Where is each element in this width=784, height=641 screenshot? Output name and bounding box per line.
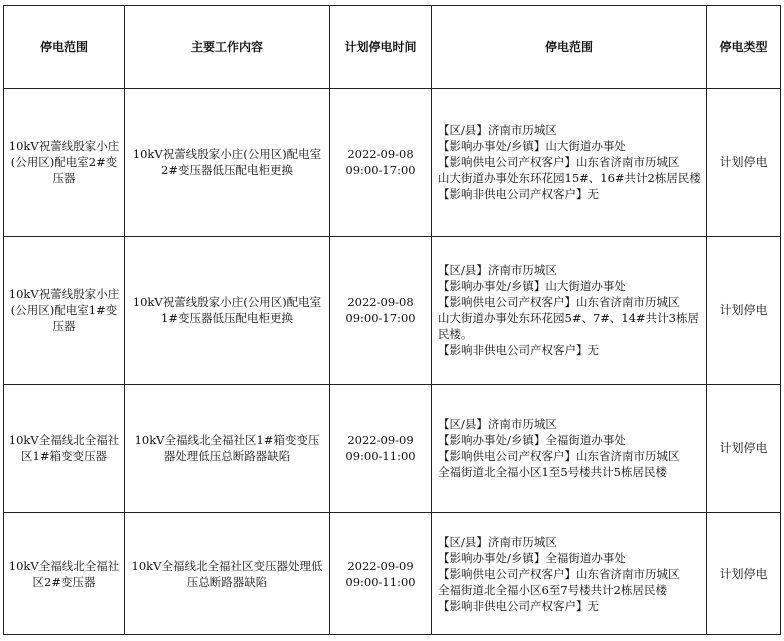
outage-type-cell: 计划停电 <box>707 513 781 635</box>
affected-area-cell <box>432 513 707 635</box>
outage-type-cell: 计划停电 <box>707 236 781 384</box>
scope-cell: 10kV祝蕾线殷家小庄(公用区)配电室1#变压器 <box>4 236 125 384</box>
table-row <box>4 89 781 237</box>
outage-hours: 09:00-17:00 <box>345 311 416 326</box>
planned-time-cell <box>330 236 432 384</box>
outage-date: 2022-09-08 <box>347 295 414 310</box>
range-line: 【影响供电公司产权客户】山东省济南市历城区 <box>438 155 680 170</box>
work-content-cell: 10kV祝蕾线殷家小庄(公用区)配电室1#变压器低压配电柜更换 <box>125 236 330 384</box>
header-outage-type: 停电类型 <box>707 6 781 89</box>
range-line: 【影响办事处/乡镇】山大街道办事处 <box>438 279 626 294</box>
scope-cell: 10kV全福线北全福社区1#箱变变压器 <box>4 384 125 512</box>
work-content-cell: 10kV全福线北全福社区变压器处理低压总断路器缺陷 <box>125 513 330 635</box>
header-outage-scope: 停电范围 <box>4 6 125 89</box>
range-line: 【影响供电公司产权客户】山东省济南市历城区 <box>438 566 680 581</box>
planned-time-cell <box>330 89 432 237</box>
header-planned-time: 计划停电时间 <box>330 6 432 89</box>
range-line: 山大街道办事处东环花园15#、16#共计2栋居民楼 <box>438 171 701 186</box>
header-row <box>4 6 781 89</box>
header-affected-area: 停电范围 <box>432 6 707 89</box>
range-line: 全福街道北全福小区6至7号楼共计2栋居民楼 <box>438 582 667 597</box>
range-line: 民楼。 <box>438 327 473 342</box>
range-line: 【区/县】济南市历城区 <box>438 123 557 138</box>
range-line: 【影响办事处/乡镇】山大街道办事处 <box>438 139 626 154</box>
outage-type-cell: 计划停电 <box>707 89 781 237</box>
planned-time-cell <box>330 513 432 635</box>
work-content-cell: 10kV祝蕾线殷家小庄(公用区)配电室2#变压器低压配电柜更换 <box>125 89 330 237</box>
scope-cell: 10kV祝蕾线殷家小庄(公用区)配电室2#变压器 <box>4 89 125 237</box>
range-line: 山大街道办事处东环花园5#、7#、14#共计3栋居 <box>438 311 699 326</box>
table-row <box>4 384 781 512</box>
range-line: 【影响非供电公司产权客户】无 <box>438 187 599 202</box>
table-row <box>4 236 781 384</box>
outage-date: 2022-09-08 <box>347 147 414 162</box>
work-content-cell: 10kV全福线北全福社区1#箱变变压器处理低压总断路器缺陷 <box>125 384 330 512</box>
outage-type-cell: 计划停电 <box>707 384 781 512</box>
outage-table <box>3 5 781 635</box>
scope-cell: 10kV全福线北全福社区2#变压器 <box>4 513 125 635</box>
planned-time-cell <box>330 384 432 512</box>
range-line: 【影响非供电公司产权客户】无 <box>438 598 599 613</box>
range-line: 【区/县】济南市历城区 <box>438 534 557 549</box>
outage-date: 2022-09-09 <box>347 558 414 573</box>
range-line: 【影响办事处/乡镇】全福街道办事处 <box>438 550 626 565</box>
affected-area-cell <box>432 89 707 237</box>
outage-hours: 09:00-11:00 <box>345 574 416 589</box>
range-line: 全福街道北全福小区1至5号楼共计5栋居民楼 <box>438 465 667 480</box>
affected-area-cell <box>432 384 707 512</box>
range-line: 【影响非供电公司产权客户】无 <box>438 343 599 358</box>
outage-hours: 09:00-17:00 <box>345 163 416 178</box>
outage-hours: 09:00-11:00 <box>345 449 416 464</box>
affected-area-cell <box>432 236 707 384</box>
range-line: 【影响供电公司产权客户】山东省济南市历城区 <box>438 295 680 310</box>
outage-date: 2022-09-09 <box>347 433 414 448</box>
range-line: 【区/县】济南市历城区 <box>438 263 557 278</box>
range-line: 【影响办事处/乡镇】全福街道办事处 <box>438 433 626 448</box>
range-line: 【影响供电公司产权客户】山东省济南市历城区 <box>438 449 680 464</box>
table-row <box>4 513 781 635</box>
range-line: 【区/县】济南市历城区 <box>438 417 557 432</box>
header-main-work: 主要工作内容 <box>125 6 330 89</box>
